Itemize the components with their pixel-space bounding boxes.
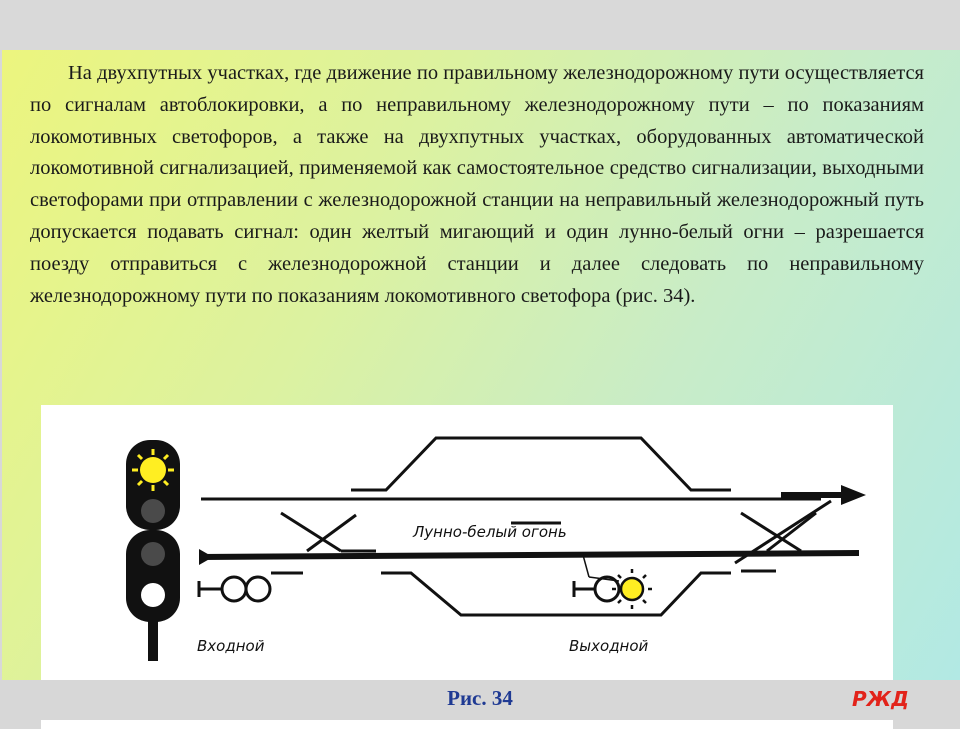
arrow-head-lower xyxy=(199,549,213,565)
body-text: На двухпутных участках, где движение по правильному железнодорожному пути осуществляется по сигналам автоблокировки, а по неправильному железнодорожному пути – по показаниям локомотивных светофоров, а также на двухпутных участках, оборудованных автоматической локомотивной сигнализацией, применяемой как самостоятельное средство сигнализации, выходными светофорами при отправлении с железнодорожной станции на неправильный железнодорожный путь допускается подавать сигнал: один желтый мигающий и один лунно-белый огни – разрешается поезду отправиться с железнодорожной станции и далее следовать по неправильному железнодорожному пути по показаниям локомотивного светофора (рис. 34). xyxy=(30,62,924,307)
label-entry: Входной xyxy=(197,637,265,655)
signal-light-lunar-white xyxy=(141,583,165,607)
top-bar xyxy=(0,0,960,50)
signal-post xyxy=(148,617,158,661)
arrow-head-upper xyxy=(841,485,866,505)
bottom-bar xyxy=(0,680,960,720)
rzd-logo xyxy=(850,686,910,712)
upper-main-track xyxy=(201,438,866,563)
slide-content xyxy=(2,50,960,680)
signal-light-yellow xyxy=(140,457,166,483)
signal-light-unlit-1 xyxy=(141,499,165,523)
figure-caption: Рис. 34 xyxy=(447,686,513,710)
label-exit: Выходной xyxy=(569,637,649,655)
entry-dwarf-signal xyxy=(199,577,270,601)
label-lunar-white: Лунно-белый огонь xyxy=(413,523,567,541)
lower-main-track xyxy=(199,549,859,615)
signal-light-unlit-2 xyxy=(141,542,165,566)
exit-dwarf-signal xyxy=(574,569,652,609)
exit-light-yellow xyxy=(621,578,643,600)
svg-text:РЖД: РЖД xyxy=(852,687,909,711)
